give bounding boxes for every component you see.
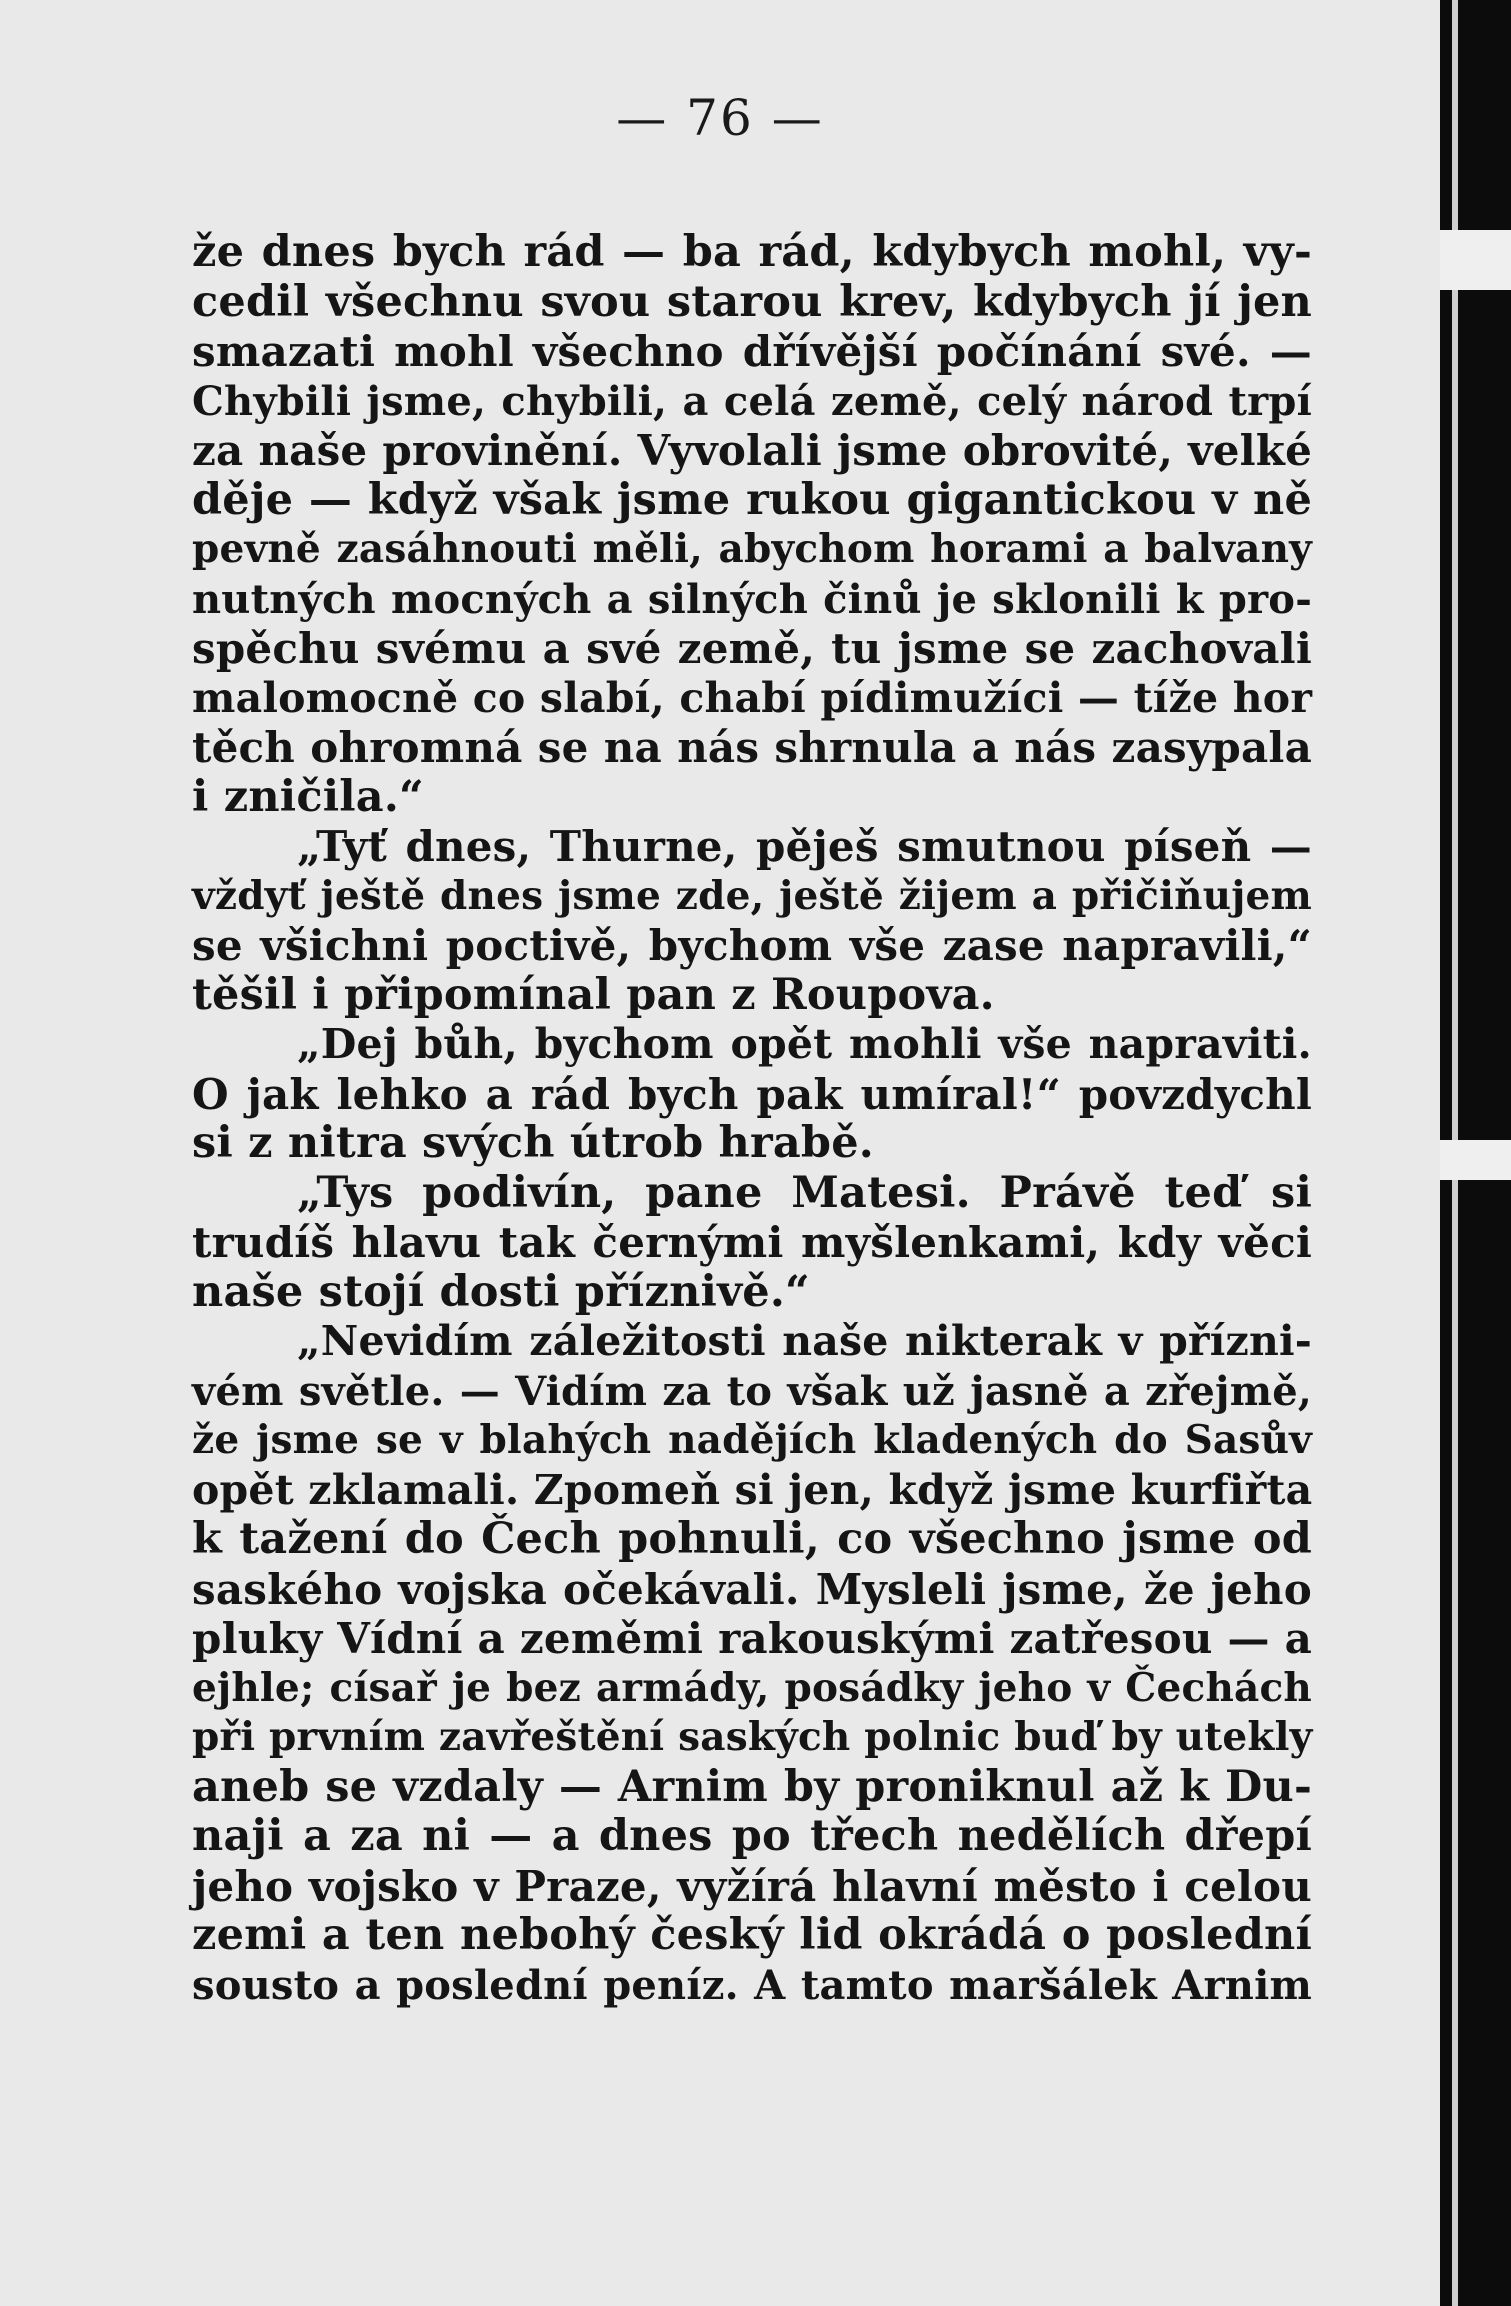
text-line: „Tys podivín, pane Matesi. Právě teď si <box>297 1167 1312 1218</box>
text-line: spěchu svému a své země, tu jsme se zachovali <box>192 624 1312 673</box>
text-line: malomocně co slabí, chabí pídimužíci — tíže hor <box>192 673 1313 722</box>
page-edge-mark <box>1440 1140 1511 1180</box>
text-line: saského vojska očekávali. Mysleli jsme, že jeho <box>192 1564 1312 1614</box>
text-line: že dnes bych rád — ba rád, kdybych mohl, vy- <box>192 227 1312 277</box>
text-line: k tažení do Čech pohnuli, co všechno jsme od <box>192 1514 1312 1564</box>
text-line: si z nitra svých útrob hrabě. <box>192 1118 874 1168</box>
text-line: opět zklamali. Zpomeň si jen, když jsme kurfiřta <box>192 1465 1313 1514</box>
body-text <box>192 228 1312 2010</box>
text-line: pevně zasáhnouti měli, abychom horami a balvany <box>192 526 1312 572</box>
page-edge-mark <box>1440 230 1511 290</box>
text-line: se všichni poctivě, bychom vše zase napravili,“ <box>192 921 1312 970</box>
text-line: trudíš hlavu tak černými myšlenkami, kdy věci <box>192 1218 1312 1267</box>
text-line: při prvním zavřeštění saských polnic buď by utekly <box>192 1714 1313 1760</box>
text-line: vém světle. — Vidím za to však už jasně a zřejmě, <box>192 1367 1312 1415</box>
text-line: vždyť ještě dnes jsme zde, ještě žijem a přičiňujem <box>192 872 1312 919</box>
text-line: „Nevidím záležitosti naše nikterak v přízni- <box>297 1317 1312 1365</box>
text-line: za naše provinění. Vyvolali jsme obrovité, velké <box>192 426 1312 475</box>
text-line: cedil všechnu svou starou krev, kdybych jí jen <box>192 276 1312 327</box>
text-line: naše stojí dosti příznivě.“ <box>192 1266 810 1317</box>
text-line: smazati mohl všechno dřívější počínání své. — <box>192 327 1312 376</box>
text-line: jeho vojsko v Praze, vyžírá hlavní město i celou <box>192 1861 1312 1911</box>
text-line: O jak lehko a rád bych pak umíral!“ povzdychl <box>192 1069 1312 1119</box>
text-line: i zničila.“ <box>192 771 424 822</box>
text-line: děje — když však jsme rukou gigantickou v ně <box>192 474 1312 525</box>
text-line: ejhle; císař je bez armády, posádky jeho v Čechách <box>192 1664 1312 1711</box>
text-line: že jsme se v blahých nadějích kladených do Sasův <box>192 1417 1312 1463</box>
text-line: těšil i připomínal pan z Roupova. <box>192 969 995 1020</box>
text-line: pluky Vídní a zeměmi rakouskými zatřesou — a <box>192 1614 1312 1663</box>
text-line: těch ohromná se na nás shrnula a nás zasypala <box>192 723 1312 772</box>
text-line: nutných mocných a silných činů je sklonili k pro- <box>192 575 1312 623</box>
text-line: Chybili jsme, chybili, a celá země, celý národ trpí <box>192 377 1312 425</box>
text-line: naji a za ni — a dnes po třech nedělích dřepí <box>192 1811 1312 1861</box>
text-line: sousto a poslední peníz. A tamto maršálek Arnim <box>192 1961 1312 2009</box>
text-line: zemi a ten nebohý český lid okrádá o poslední <box>192 1910 1312 1960</box>
text-line: aneb se vzdaly — Arnim by proniknul až k Du- <box>192 1761 1312 1812</box>
page-number: — 76 — <box>616 89 824 147</box>
text-line: „Dej bůh, bychom opět mohli vše napraviti. <box>297 1020 1312 1068</box>
text-line: „Tyť dnes, Thurne, pěješ smutnou píseň — <box>297 822 1312 871</box>
